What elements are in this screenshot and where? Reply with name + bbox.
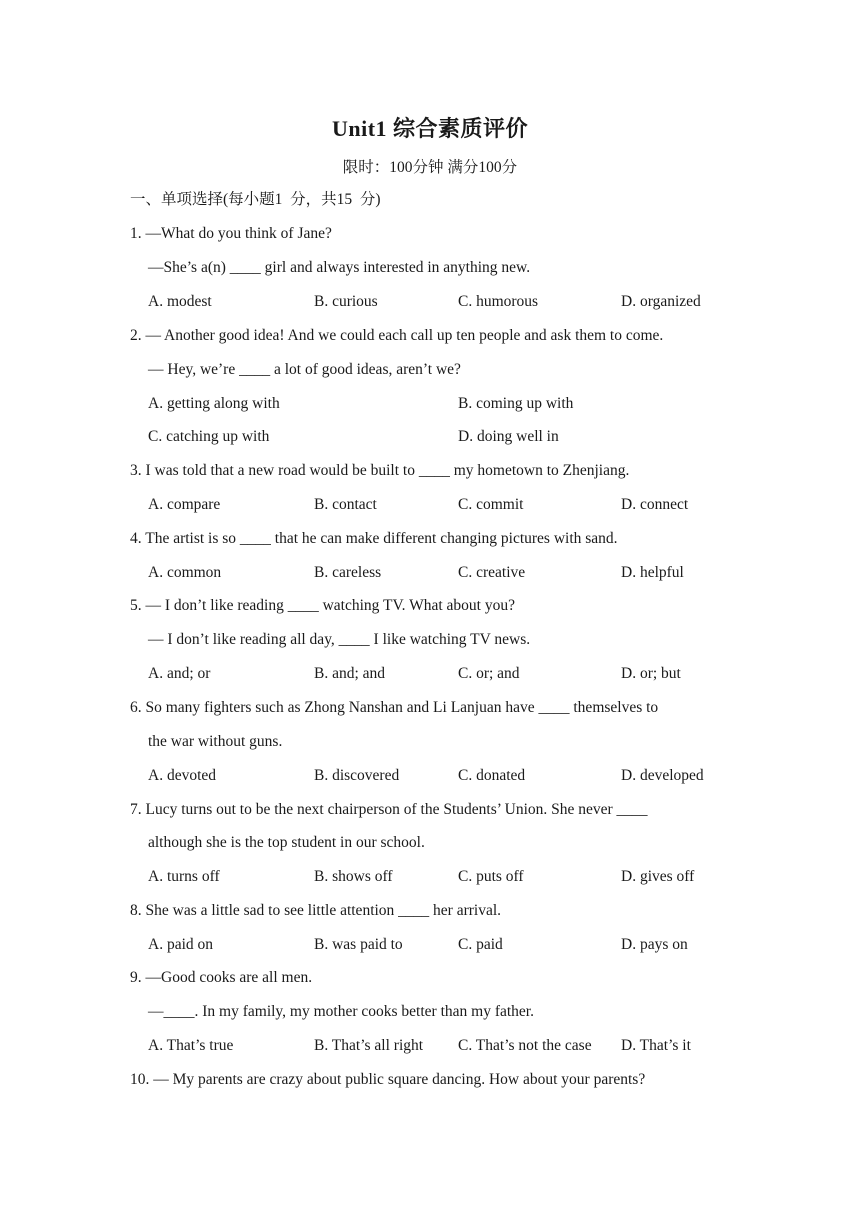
question-3-option-d[interactable]: D. connect (621, 496, 689, 513)
question-4-option-d[interactable]: D. helpful (621, 564, 684, 581)
question-7-option-b[interactable]: B. shows off (314, 868, 393, 885)
question-9-option-d[interactable]: D. That’s it (621, 1037, 691, 1054)
question-8-option-c[interactable]: C. paid (458, 936, 503, 953)
question-2-line-2: — Hey, we’re ____ a lot of good ideas, aren’t we? (148, 361, 461, 378)
question-7-stem: 7. Lucy turns out to be the next chairperson of the Students’ Union. She never ____ (130, 801, 648, 818)
question-8-option-b[interactable]: B. was paid to (314, 936, 403, 953)
question-4-option-a[interactable]: A. common (148, 564, 222, 581)
question-7-option-d[interactable]: D. gives off (621, 868, 695, 885)
question-1-option-a[interactable]: A. modest (148, 293, 212, 310)
question-5-line-2: — I don’t like reading all day, ____ I like watching TV news. (148, 631, 531, 648)
question-8-option-a[interactable]: A. paid on (148, 936, 214, 953)
question-4-stem: 4. The artist is so ____ that he can make different changing pictures with sand. (130, 530, 618, 547)
question-3-option-b[interactable]: B. contact (314, 496, 377, 513)
question-5-option-a[interactable]: A. and; or (148, 665, 211, 682)
question-9-option-c[interactable]: C. That’s not the case (458, 1037, 592, 1054)
question-6-option-d[interactable]: D. developed (621, 767, 704, 784)
question-3-option-c[interactable]: C. commit (458, 496, 524, 513)
section-heading: 一、单项选择(每小题1 分，共15 分) (130, 191, 381, 208)
question-6-option-b[interactable]: B. discovered (314, 767, 400, 784)
question-5-stem: 5. — I don’t like reading ____ watching TV. What about you? (130, 597, 515, 614)
question-2-stem: 2. — Another good idea! And we could each call up ten people and ask them to come. (130, 327, 664, 344)
question-1-stem: 1. —What do you think of Jane? (130, 225, 332, 242)
question-1-option-d[interactable]: D. organized (621, 293, 701, 310)
question-2-option-c[interactable]: C. catching up with (148, 428, 270, 445)
question-9-option-a[interactable]: A. That’s true (148, 1037, 234, 1054)
question-6-stem: 6. So many fighters such as Zhong Nanshan and Li Lanjuan have ____ themselves to (130, 699, 659, 716)
question-5-option-b[interactable]: B. and; and (314, 665, 386, 682)
question-10-stem: 10. — My parents are crazy about public square dancing. How about your parents? (130, 1071, 646, 1088)
page-subtitle: 限时：100分钟 满分100分 (342, 159, 518, 176)
question-8-option-d[interactable]: D. pays on (621, 936, 688, 953)
question-9-stem: 9. —Good cooks are all men. (130, 969, 313, 986)
question-6-line-2: the war without guns. (148, 733, 283, 750)
question-4-option-b[interactable]: B. careless (314, 564, 382, 581)
question-6-option-c[interactable]: C. donated (458, 767, 526, 784)
question-2-option-d[interactable]: D. doing well in (458, 428, 559, 445)
question-5-option-d[interactable]: D. or; but (621, 665, 681, 682)
question-9-option-b[interactable]: B. That’s all right (314, 1037, 424, 1054)
question-7-line-2: although she is the top student in our school. (148, 834, 425, 851)
question-9-line-2: —____. In my family, my mother cooks better than my father. (148, 1003, 534, 1020)
page-title: Unit1 综合素质评价 (331, 116, 529, 141)
question-1-line-2: —She’s a(n) ____ girl and always interested in anything new. (148, 259, 531, 276)
question-4-option-c[interactable]: C. creative (458, 564, 526, 581)
question-7-option-a[interactable]: A. turns off (148, 868, 220, 885)
question-8-stem: 8. She was a little sad to see little attention ____ her arrival. (130, 902, 502, 919)
question-6-option-a[interactable]: A. devoted (148, 767, 217, 784)
question-3-stem: 3. I was told that a new road would be built to ____ my hometown to Zhenjiang. (130, 462, 630, 479)
question-1-option-b[interactable]: B. curious (314, 293, 378, 310)
question-5-option-c[interactable]: C. or; and (458, 665, 520, 682)
question-7-option-c[interactable]: C. puts off (458, 868, 524, 885)
question-3-option-a[interactable]: A. compare (148, 496, 221, 513)
question-1-option-c[interactable]: C. humorous (458, 293, 539, 310)
question-2-option-b[interactable]: B. coming up with (458, 395, 574, 412)
question-2-option-a[interactable]: A. getting along with (148, 395, 280, 412)
